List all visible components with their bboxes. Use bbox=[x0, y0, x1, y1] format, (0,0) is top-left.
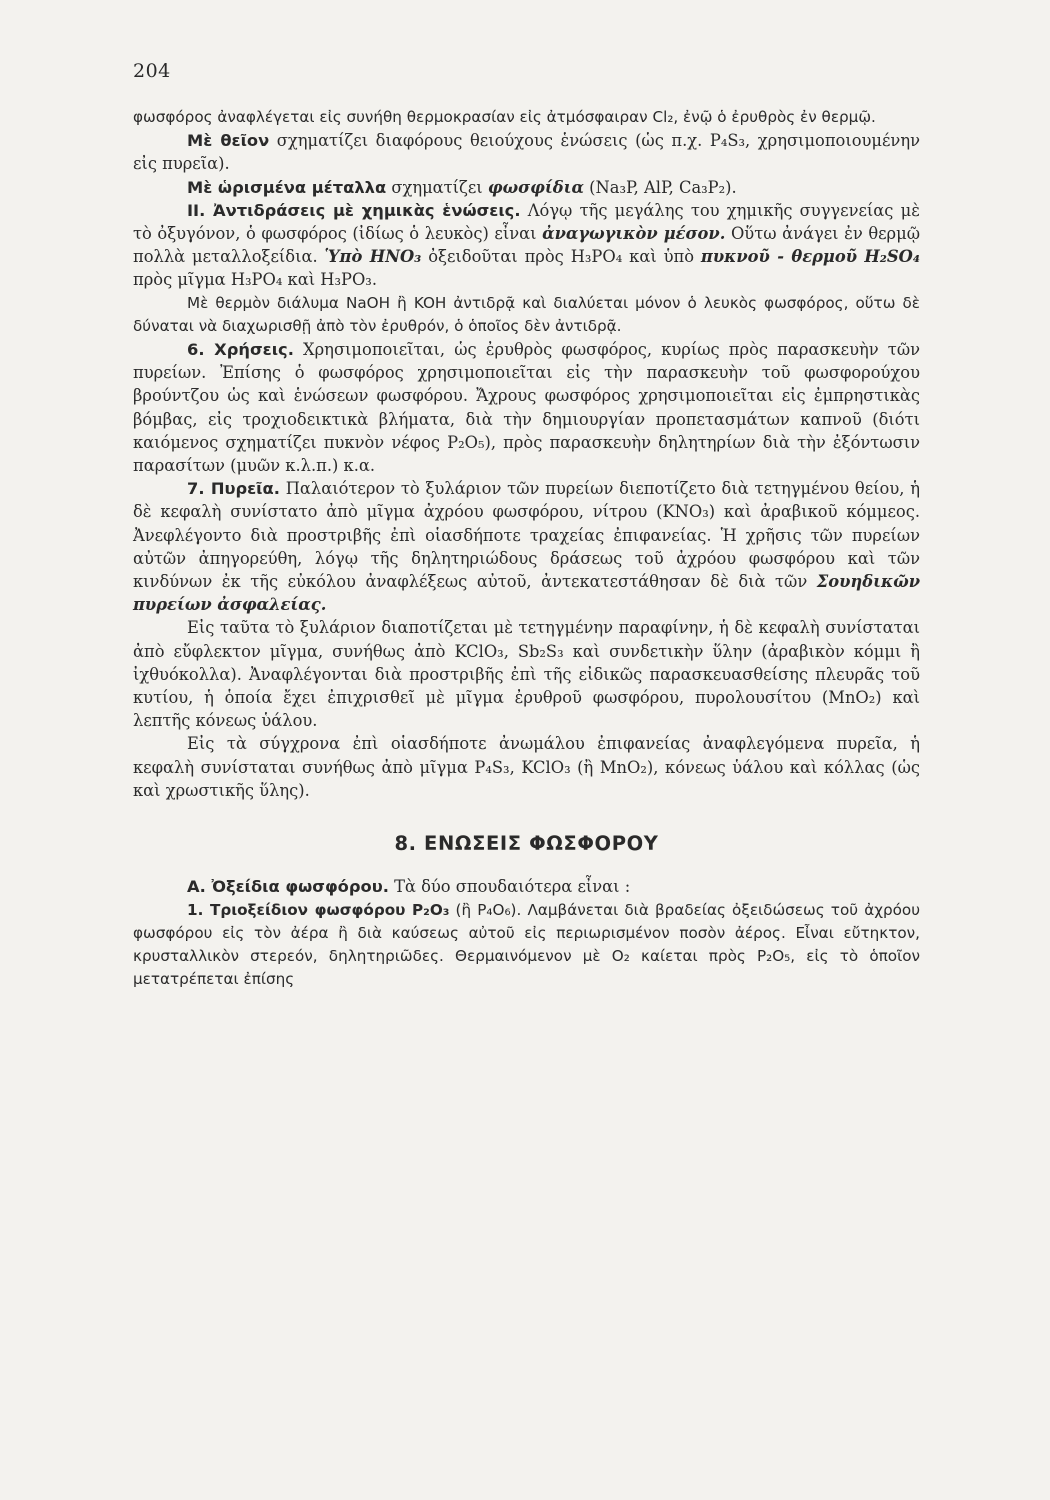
paragraph-text: Εἰς ταῦτα τὸ ξυλάριον διαποτίζεται μὲ τετηγμένην παραφίνην, ἡ δὲ κεφαλὴ συνίσταται ἀπὸ εὔφλεκτον μῖγμα, συνήθως ἀπὸ KClO₃, Sb₂S₃ καὶ συνδετικὴν ὕλην (ἀραβικὸν κόμμι ἢ ἰχθυόκολλα). Ἀναφλέγονται διὰ προστριβῆς ἐπὶ τῆς εἰδικῶς παρασκευασθείσης πλευρᾶς τοῦ κυτίου, ἡ ὁποία ἔχει ἐπιχρισθεῖ μὲ μῖγμα ἐρυθροῦ φωσφόρου, πυρολουσίτου (MnO₂) καὶ λεπτῆς κόνεως ὑάλου. bbox=[133, 618, 920, 731]
item-heading-trioxide: 1. Τριοξείδιον φωσφόρου P₂O₃ bbox=[187, 900, 450, 919]
paragraph-text: Εἰς τὰ σύγχρονα ἐπὶ οἱασδήποτε ἀνωμάλου ἐπιφανείας ἀναφλεγόμενα πυρεῖα, ἡ κεφαλὴ συνίσταται συνήθως ἀπὸ μῖγμα P₄S₃, KClO₃ (ἢ MnO₂), κόνεως ὑάλου καὶ κόλλας (ὡς καὶ χρωστικῆς ὕλης). bbox=[133, 734, 920, 800]
paragraph-text: πρὸς μῖγμα H₃PO₄ καὶ H₃PO₃. bbox=[133, 270, 378, 290]
paragraph-text: σχηματίζει bbox=[386, 177, 488, 197]
paragraph-text: Παλαιότερον τὸ ξυλάριον τῶν πυρείων διεποτίζετο διὰ τετηγμένου θείου, ἡ δὲ κεφαλὴ συνίστατο ἀπὸ μῖγμα ἀχρόου φωσφόρου, νίτρου (KNO₃) καὶ ἀραβικοῦ κόμμεος. Ἀνεφλέγοντο διὰ προστριβῆς ἐπὶ οἱασδήποτε τραχείας ἐπιφανείας. Ἡ χρῆσις τῶν πυρείων αὐτῶν ἀπηγορεύθη, λόγῳ τῆς δηλητηριώδους δράσεως τοῦ ἀχρόου φωσφόρου καὶ τῶν κινδύνων ἐκ τῆς εὐκόλου ἀναφλέξεως αὐτοῦ, ἀντεκατεστάθησαν δὲ διὰ τῶν bbox=[133, 479, 920, 592]
paragraph-text: σχηματίζει διαφόρους θειούχους ἑνώσεις (ὡς π.χ. P₄S₃, χρησιμοποιουμένην εἰς πυρεῖα). bbox=[133, 131, 920, 174]
paragraph-label: Μὲ ὡρισμένα μέταλλα bbox=[187, 177, 387, 197]
paragraph-text: Οὕτω ἀνάγει ἐν θερμῷ πολλὰ μεταλλοξείδια. bbox=[133, 224, 920, 267]
paragraph-sulfur bbox=[133, 129, 920, 175]
paragraph-text: Μὲ θερμὸν διάλυμα NaOH ἢ KOH ἀντιδρᾷ καὶ διαλύεται μόνον ὁ λευκὸς φωσφόρος, οὕτω δὲ δύναται νὰ διαχωρισθῇ ἀπὸ τὸν ἐρυθρόν, ὁ ὁποῖος δὲν ἀντιδρᾷ. bbox=[133, 293, 920, 335]
paragraph-modern-matches bbox=[133, 732, 920, 802]
emphasized-term: ἀναγωγικὸν μέσον. bbox=[542, 224, 726, 244]
emphasized-term: φωσφίδια bbox=[487, 177, 584, 197]
subsection-heading-oxides: Α. Ὀξείδια φωσφόρου. bbox=[187, 877, 389, 897]
paragraph-naoh bbox=[133, 292, 920, 338]
paragraph-text: φωσφόρος ἀναφλέγεται εἰς συνήθη θερμοκρασίαν εἰς ἀτμόσφαιραν Cl₂, ἐνῷ ὁ ἐρυθρὸς ἐν θερμῷ. bbox=[133, 108, 876, 126]
paragraph-text: (Na₃P, AlP, Ca₃P₂). bbox=[584, 177, 737, 197]
section-heading-reactions: II. Ἀντιδράσεις μὲ χημικὰς ἑνώσεις. bbox=[187, 200, 521, 220]
paragraph-text: Λόγῳ τῆς μεγάλης του χημικῆς συγγενείας μὲ τὸ ὀξυγόνον, ὁ φωσφόρος (ἰδίως ὁ λευκὸς) εἶναι bbox=[133, 200, 920, 244]
paragraph-label: Μὲ θεῖον bbox=[187, 131, 270, 151]
paragraph-oxides bbox=[133, 875, 920, 898]
section-heading-uses: 6. Χρήσεις. bbox=[187, 340, 294, 360]
paragraph-text: Χρησιμοποιεῖται, ὡς ἐρυθρὸς φωσφόρος, κυρίως πρὸς παρασκευὴν τῶν πυρείων. Ἐπίσης ὁ φωσφόρος χρησιμοποιεῖται εἰς τὴν παρασκευὴν τοῦ φωσφορούχου βρούντζου ὡς καὶ ἑνώσεων φωσφόρου. Ἄχρους φωσφόρος χρησιμοποιεῖται εἰς ἐμπρηστικὰς βόμβας, εἰς τροχιοδεικτικὰ βλήματα, διὰ τὴν δημιουργίαν προπετασμάτων καπνοῦ (διότι καιόμενος σχηματίζει πυκνὸν νέφος P₂O₅), πρὸς παρασκευὴν δηλητηρίων διὰ τὴν ἐξόντωσιν παρασίτων (μυῶν κ.λ.π.) κ.α. bbox=[133, 340, 920, 476]
paragraph-trioxide bbox=[133, 899, 920, 992]
emphasized-term: Ὑπὸ HNO₃ bbox=[324, 247, 422, 267]
paragraph-text: Τὰ δύο σπουδαιότερα εἶναι : bbox=[388, 877, 631, 897]
paragraph-reactions bbox=[133, 199, 920, 292]
paragraph-chlorine bbox=[133, 106, 920, 129]
emphasized-term: Σουηδικῶν πυρείων ἀσφαλείας. bbox=[133, 572, 920, 615]
emphasized-term: πυκνοῦ - θερμοῦ H₂SO₄ bbox=[700, 247, 920, 267]
paragraph-text: ὀξειδοῦται πρὸς H₃PO₄ καὶ ὑπὸ bbox=[421, 247, 701, 267]
section-title: 8. ΕΝΩΣΕΙΣ ΦΩΣΦΟΡΟΥ bbox=[394, 832, 659, 856]
paragraph-metals bbox=[133, 176, 920, 199]
paragraph-safety-matches bbox=[133, 616, 920, 732]
paragraph-text: (ἢ P₄O₆). Λαμβάνεται διὰ βραδείας ὀξειδώσεως τοῦ ἀχρόου φωσφόρου εἰς τὸν ἀέρα ἢ διὰ καύσεως αὐτοῦ εἰς περιωρισμένον ποσὸν ἀέρος. Εἶναι εὔτηκτον, κρυσταλλικὸν στερεόν, δηλητηριῶδες. Θερμαινόμενον μὲ O₂ καίεται πρὸς P₂O₅, εἰς τὸ ὁποῖον μετατρέπεται ἐπίσης bbox=[133, 900, 920, 989]
paragraph-matches bbox=[133, 477, 920, 616]
paragraph-uses bbox=[133, 338, 920, 477]
page-number: 204 bbox=[133, 60, 171, 82]
section-heading-matches: 7. Πυρεῖα. bbox=[187, 479, 280, 499]
page-body bbox=[133, 106, 920, 991]
